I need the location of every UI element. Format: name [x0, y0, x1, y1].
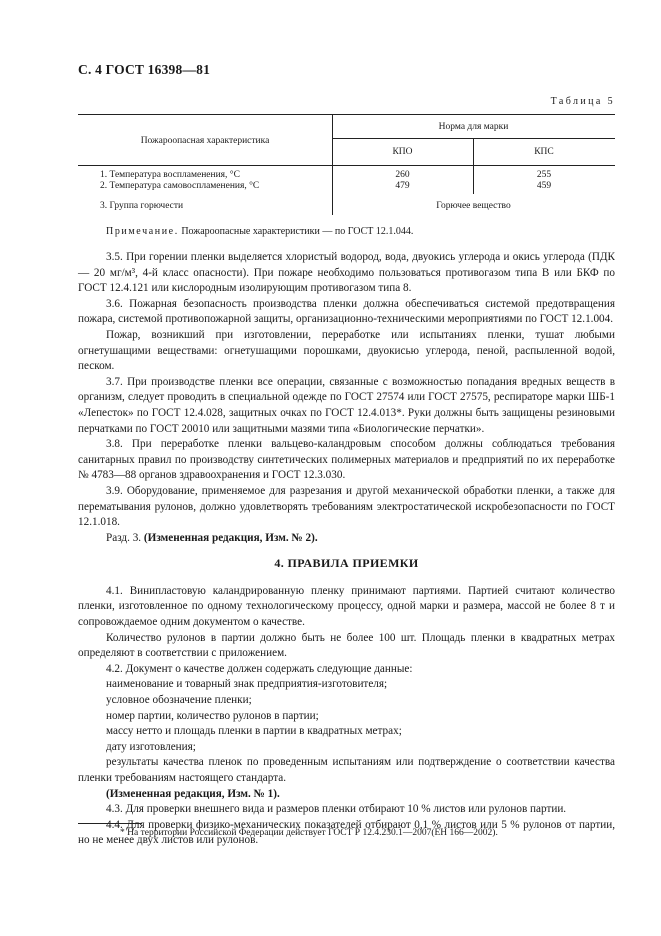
list-item: наименование и товарный знак предприятия-изготовителя; [106, 678, 388, 691]
table-top-rule [78, 114, 615, 115]
paragraph-3-8: 3.8. При переработке пленки вальцево-каландровым способом должны соблюдаться требования санитарных правил по производству синтетических полимерных материалов и предприятий по их переработке № 4783—88 органов здравоохранения и ГОСТ 12.3.030. [78, 438, 615, 482]
table-header-kps: КПС [534, 147, 554, 157]
list-item: массу нетто и площадь пленки в партии в квадратных метрах; [106, 725, 402, 738]
footnote-rule [78, 823, 142, 824]
table-row-name: 3. Группа горючести [100, 201, 184, 211]
fire-hazard-table [78, 114, 615, 215]
list-item: результаты качества пленок по проведенным испытаниям или подтверждение о соответствии качества пленки требованиям настоящего стандарта. [78, 756, 615, 784]
amendment-prefix: Разд. 3. [106, 531, 144, 544]
paragraph-3-6-fire: Пожар, возникший при изготовлении, переработке или испытаниях пленки, тушат любыми огнетушащими веществами: огнетушащими порошками, двуокисью углерода, пеной, распыленной водой, песком. [78, 328, 615, 373]
table-cell-kpo: 260 [395, 170, 410, 180]
table-note [106, 226, 413, 237]
footnote: * На территории Российской Федерации действует ГОСТ Р 12.4.230.1—2007(ЕН 166—2002). [120, 828, 498, 838]
paragraph-3-5: 3.5. При горении пленки выделяется хлористый водород, вода, двуокись углерода и окись углерода (ПДК — 20 мг/м³, 4-й класс опасности). При пожаре необходимо пользоваться противогазом типа В или БКФ по ГОСТ 12.4.121 или кислородным изолирующим противогазом типа 8. [78, 251, 615, 295]
page-header: С. 4 ГОСТ 16398—81 [78, 62, 211, 77]
note-text: Пожароопасные характеристики — по ГОСТ 12.1.044. [178, 226, 414, 237]
section-3-amendment [78, 531, 615, 547]
paragraph-3-7: 3.7. При производстве пленки все операции, связанные с возможностью попадания вредных веществ в организм, следует проводить в специальной одежде по ГОСТ 27574 или ГОСТ 27575, респираторе марки ШБ-1 «Лепесток» по ГОСТ 12.4.028, защитных очках по ГОСТ 12.4.013*. Руки должны быть защищены резиновыми перчатками по ГОСТ 20010 или защитными мазями типа «Биологические перчатки». [78, 375, 615, 435]
section-4-title: 4. ПРАВИЛА ПРИЕМКИ [274, 556, 419, 571]
paragraph-4-1: 4.1. Винипластовую каландрированную пленку принимают партиями. Партией считают количество пленки, изготовленное по одному технологическому процессу, одной марки и размера, массой не более 8 т и сопровождаемое одним документом о качестве. [78, 584, 615, 629]
list-item: условное обозначение пленки; [106, 694, 252, 707]
note-label: Примечание. [106, 226, 179, 237]
list-item: дату изготовления; [106, 740, 196, 753]
body-text [78, 250, 615, 849]
table-header-characteristic: Пожароопасная характеристика [140, 136, 270, 146]
table-cell-kps: 459 [536, 181, 552, 191]
table-cell-merged: Горючее вещество [436, 201, 511, 211]
table-row-name: 1. Температура воспламенения, °С [100, 170, 240, 180]
amendment-text: (Измененная редакция, Изм. № 2). [143, 531, 318, 544]
paragraph-3-9: 3.9. Оборудование, применяемое для разрезания и другой механической обработки пленки, а также для перематывания рулонов, должно удовлетворять требованиям электростатической искробезопасности по ГОСТ 12.1.018. [78, 484, 615, 529]
table-row-name: 2. Температура самовоспламенения, °С [100, 181, 260, 191]
amendment-1: (Измененная редакция, Изм. № 1). [106, 787, 280, 800]
table-cell-kpo: 479 [395, 181, 410, 191]
list-item: номер партии, количество рулонов в партии; [106, 709, 319, 722]
table-header-norm: Норма для марки [438, 122, 509, 132]
paragraph-4-3: 4.3. Для проверки внешнего вида и размеров пленки отбирают 10 % листов или рулонов партии. [106, 803, 567, 816]
paragraph-4-4: 4.4. Для проверки физико-механических показателей отбирают 0,1 % листов или 5 % рулонов от партии, но не менее двух листов или рулонов. [78, 818, 615, 847]
table-header-kpo: КПО [392, 147, 413, 157]
table-header-rule [78, 165, 615, 166]
paragraph-4-2: 4.2. Документ о качестве должен содержать следующие данные: [106, 662, 413, 675]
paragraph-4-1-rolls: Количество рулонов в партии должно быть не более 100 шт. Площадь пленки в квадратных метрах определяют в соответствии с приложением. [78, 631, 615, 660]
table-cell-kps: 255 [536, 170, 552, 180]
paragraph-3-6: 3.6. Пожарная безопасность производства пленки должна обеспечиваться системой предотвращения пожара, системой противопожарной защиты, организационно-техническими мероприятиями по ГОСТ 12.1.004. [78, 297, 615, 326]
table-label: Таблица 5 [550, 96, 615, 107]
